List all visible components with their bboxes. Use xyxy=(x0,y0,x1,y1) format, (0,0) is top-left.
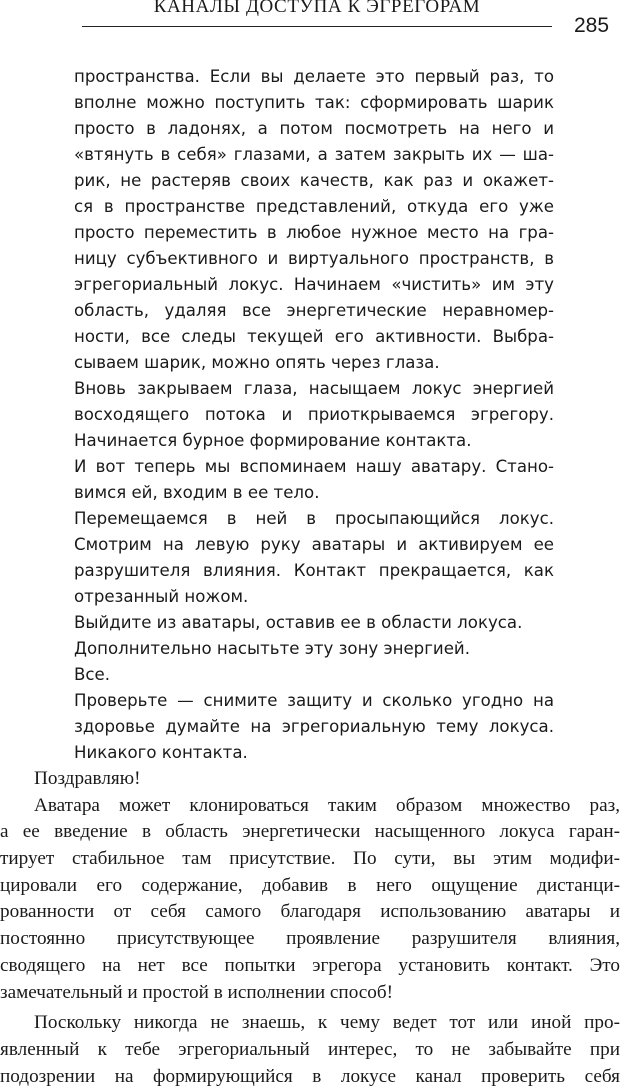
exercise-text-block xyxy=(74,64,554,766)
exercise-line: Все. xyxy=(74,665,110,684)
body-line: Поскольку никогда не знаешь, к чему ведет тот или иной про- xyxy=(34,1012,620,1034)
exercise-line: просто в ладонях, а потом посмотреть на него и xyxy=(74,119,554,138)
exercise-line: восходящего потока и приоткрываемся эгрегору. xyxy=(74,405,554,424)
exercise-line: Перемещаемся в ней в просыпающийся локус. xyxy=(74,509,554,528)
body-line: замечательный и простой в исполнении способ! xyxy=(0,981,394,1003)
exercise-line: пространства. Если вы делаете это первый раз, то xyxy=(74,67,554,86)
exercise-line: область, удаляя все энергетические неравномер- xyxy=(74,301,554,320)
exercise-line: рик, не растеряв своих качеств, как раз и окажет- xyxy=(74,171,554,190)
body-line: тирует стабильное там присутствие. По сути, вы этим модифи- xyxy=(0,848,620,870)
running-header xyxy=(0,0,620,40)
exercise-line: Смотрим на левую руку аватары и активируем ее xyxy=(74,535,554,554)
running-title: КАНАЛЫ ДОСТУПА К ЭГРЕГОРАМ xyxy=(153,0,481,17)
exercise-line: вполне можно поступить так: сформировать шарик xyxy=(74,93,554,112)
exercise-line: разрушителя влияния. Контакт прекращается, как xyxy=(74,561,554,580)
exercise-line: Начинается бурное формирование контакта. xyxy=(74,431,472,450)
exercise-line: ся в пространстве представлений, откуда его уже xyxy=(74,197,554,216)
body-line: рованности от себя самого благодаря использованию аватары и xyxy=(0,901,620,923)
exercise-line: Дополнительно насытьте эту зону энергией. xyxy=(74,639,470,658)
header-rule xyxy=(82,26,552,27)
exercise-line: эгрегориальный локус. Начинаем «чистить» им эту xyxy=(74,275,554,294)
body-line: Поздравляю! xyxy=(34,768,141,789)
exercise-line: Проверьте — снимите защиту и сколько угодно на xyxy=(74,691,554,710)
exercise-line: Никакого контакта. xyxy=(74,743,248,762)
page-number: 285 xyxy=(574,14,610,37)
exercise-line: ности, все следы текущей его активности. Выбра- xyxy=(74,327,554,346)
exercise-line: вимся ей, входим в ее тело. xyxy=(74,483,320,502)
exercise-line: сываем шарик, можно опять через глаза. xyxy=(74,353,440,372)
exercise-line: ницу субъективного и виртуального пространств, в xyxy=(74,249,554,268)
exercise-line: «втянуть в себя» глазами, а затем закрыть их — ша- xyxy=(74,145,554,164)
body-line: сводящего на нет все попытки эгрегора установить контакт. Это xyxy=(0,954,620,976)
body-line: явленный к тебе эгрегориальный интерес, то не забывайте при xyxy=(0,1038,620,1060)
body-line: подозрении на формирующийся в локусе канал проверить себя xyxy=(0,1065,620,1087)
body-line: цировали его содержание, добавив в него ощущение дистанци- xyxy=(0,874,620,896)
exercise-line: отрезанный ножом. xyxy=(74,587,249,606)
body-line: а ее введение в область энергетически насыщенного локуса гаран- xyxy=(0,821,620,843)
body-line: постоянно присутствующее проявление разрушителя влияния, xyxy=(0,928,620,950)
exercise-line: здоровье думайте на эгрегориальную тему локуса. xyxy=(74,717,554,736)
body-text-block xyxy=(0,766,620,1090)
exercise-line: просто переместить в любое нужное место на гра- xyxy=(74,223,554,242)
exercise-line: Вновь закрываем глаза, насыщаем локус энергией xyxy=(74,379,554,398)
exercise-line: Выйдите из аватары, оставив ее в области локуса. xyxy=(74,613,523,632)
exercise-line: И вот теперь мы вспоминаем нашу аватару. Стано- xyxy=(74,457,554,476)
body-line: Аватара может клонироваться таким образом множество раз, xyxy=(34,794,620,816)
